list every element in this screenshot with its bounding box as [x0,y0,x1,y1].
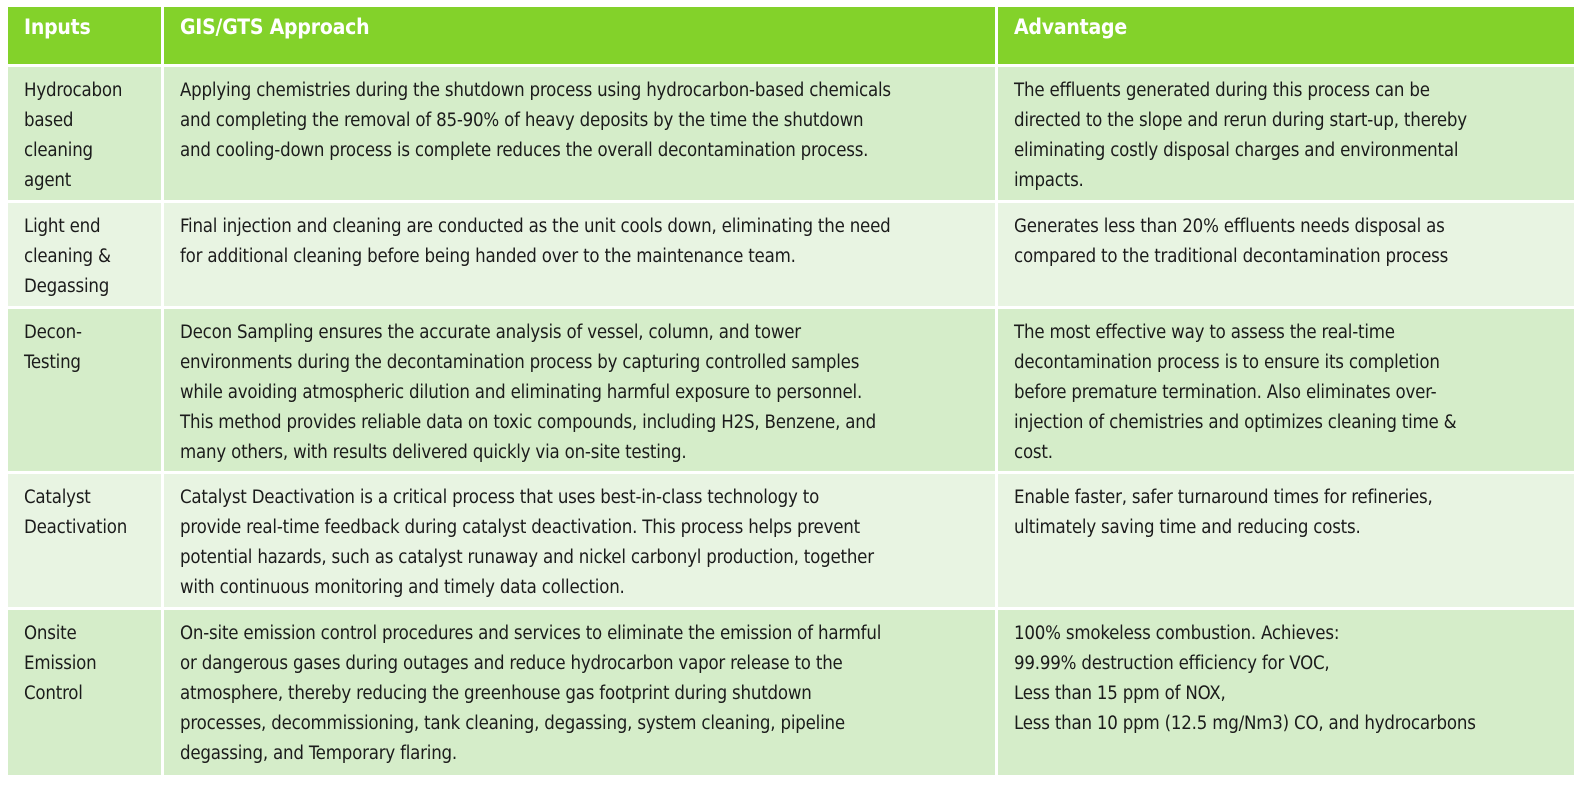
input-cell: Hydrocabon based cleaning agent [8,67,161,200]
advantage-cell: Enable faster, safer turnaround times for refineries, ultimately saving time and reducing costs. [998,474,1574,607]
approach-cell: On-site emission control procedures and services to eliminate the emission of harmful or dangerous gases during outages and reduce hydrocarbon vapor release to the atmosphere, thereby reducing the greenhouse gas footprint during shutdown processes, decommissioning, tank cleaning, degassing, system cleaning, pipeline degassing, and Temporary flaring. [164,610,995,775]
advantage-cell: The most effective way to assess the real-time decontamination process is to ensure its completion before premature termination. Also eliminates over- injection of chemistries and optimizes cleaning time & cost. [998,309,1574,471]
advantage-cell: The effluents generated during this process can be directed to the slope and rerun during start-up, thereby eliminating costly disposal charges and environmental impacts. [998,67,1574,200]
approach-cell: Catalyst Deactivation is a critical process that uses best-in-class technology to provide real-time feedback during catalyst deactivation. This process helps prevent potential hazards, such as catalyst runaway and nickel carbonyl production, together with continuous monitoring and timely data collection. [164,474,995,607]
approach-cell: Applying chemistries during the shutdown process using hydrocarbon-based chemicals and completing the removal of 85-90% of heavy deposits by the time the shutdown and cooling-down process is complete reduces the overall decontamination process. [164,67,995,200]
input-cell: Onsite Emission Control [8,610,161,775]
advantage-cell: 100% smokeless combustion. Achieves: 99.99% destruction efficiency for VOC, Less than 15 ppm of NOX, Less than 10 ppm (12.5 mg/Nm3) CO, and hydrocarbons [998,610,1574,775]
table-row [8,67,1574,200]
input-cell: Light end cleaning & Degassing [8,203,161,306]
input-cell: Decon- Testing [8,309,161,471]
table-row [8,309,1574,471]
table-row [8,474,1574,607]
header-advantage: Advantage [998,7,1574,64]
table-row [8,610,1574,775]
header-approach: GIS/GTS Approach [164,7,995,64]
advantage-cell: Generates less than 20% effluents needs disposal as compared to the traditional decontamination process [998,203,1574,306]
input-cell: Catalyst Deactivation [8,474,161,607]
approach-cell: Final injection and cleaning are conducted as the unit cools down, eliminating the need for additional cleaning before being handed over to the maintenance team. [164,203,995,306]
header-inputs: Inputs [8,7,161,64]
header-row [8,7,1574,64]
table-container [8,7,1574,801]
comparison-table [8,7,1574,778]
table-row [8,203,1574,306]
approach-cell: Decon Sampling ensures the accurate analysis of vessel, column, and tower environments during the decontamination process by capturing controlled samples while avoiding atmospheric dilution and eliminating harmful exposure to personnel. This method provides reliable data on toxic compounds, including H2S, Benzene, and many others, with results delivered quickly via on-site testing. [164,309,995,471]
